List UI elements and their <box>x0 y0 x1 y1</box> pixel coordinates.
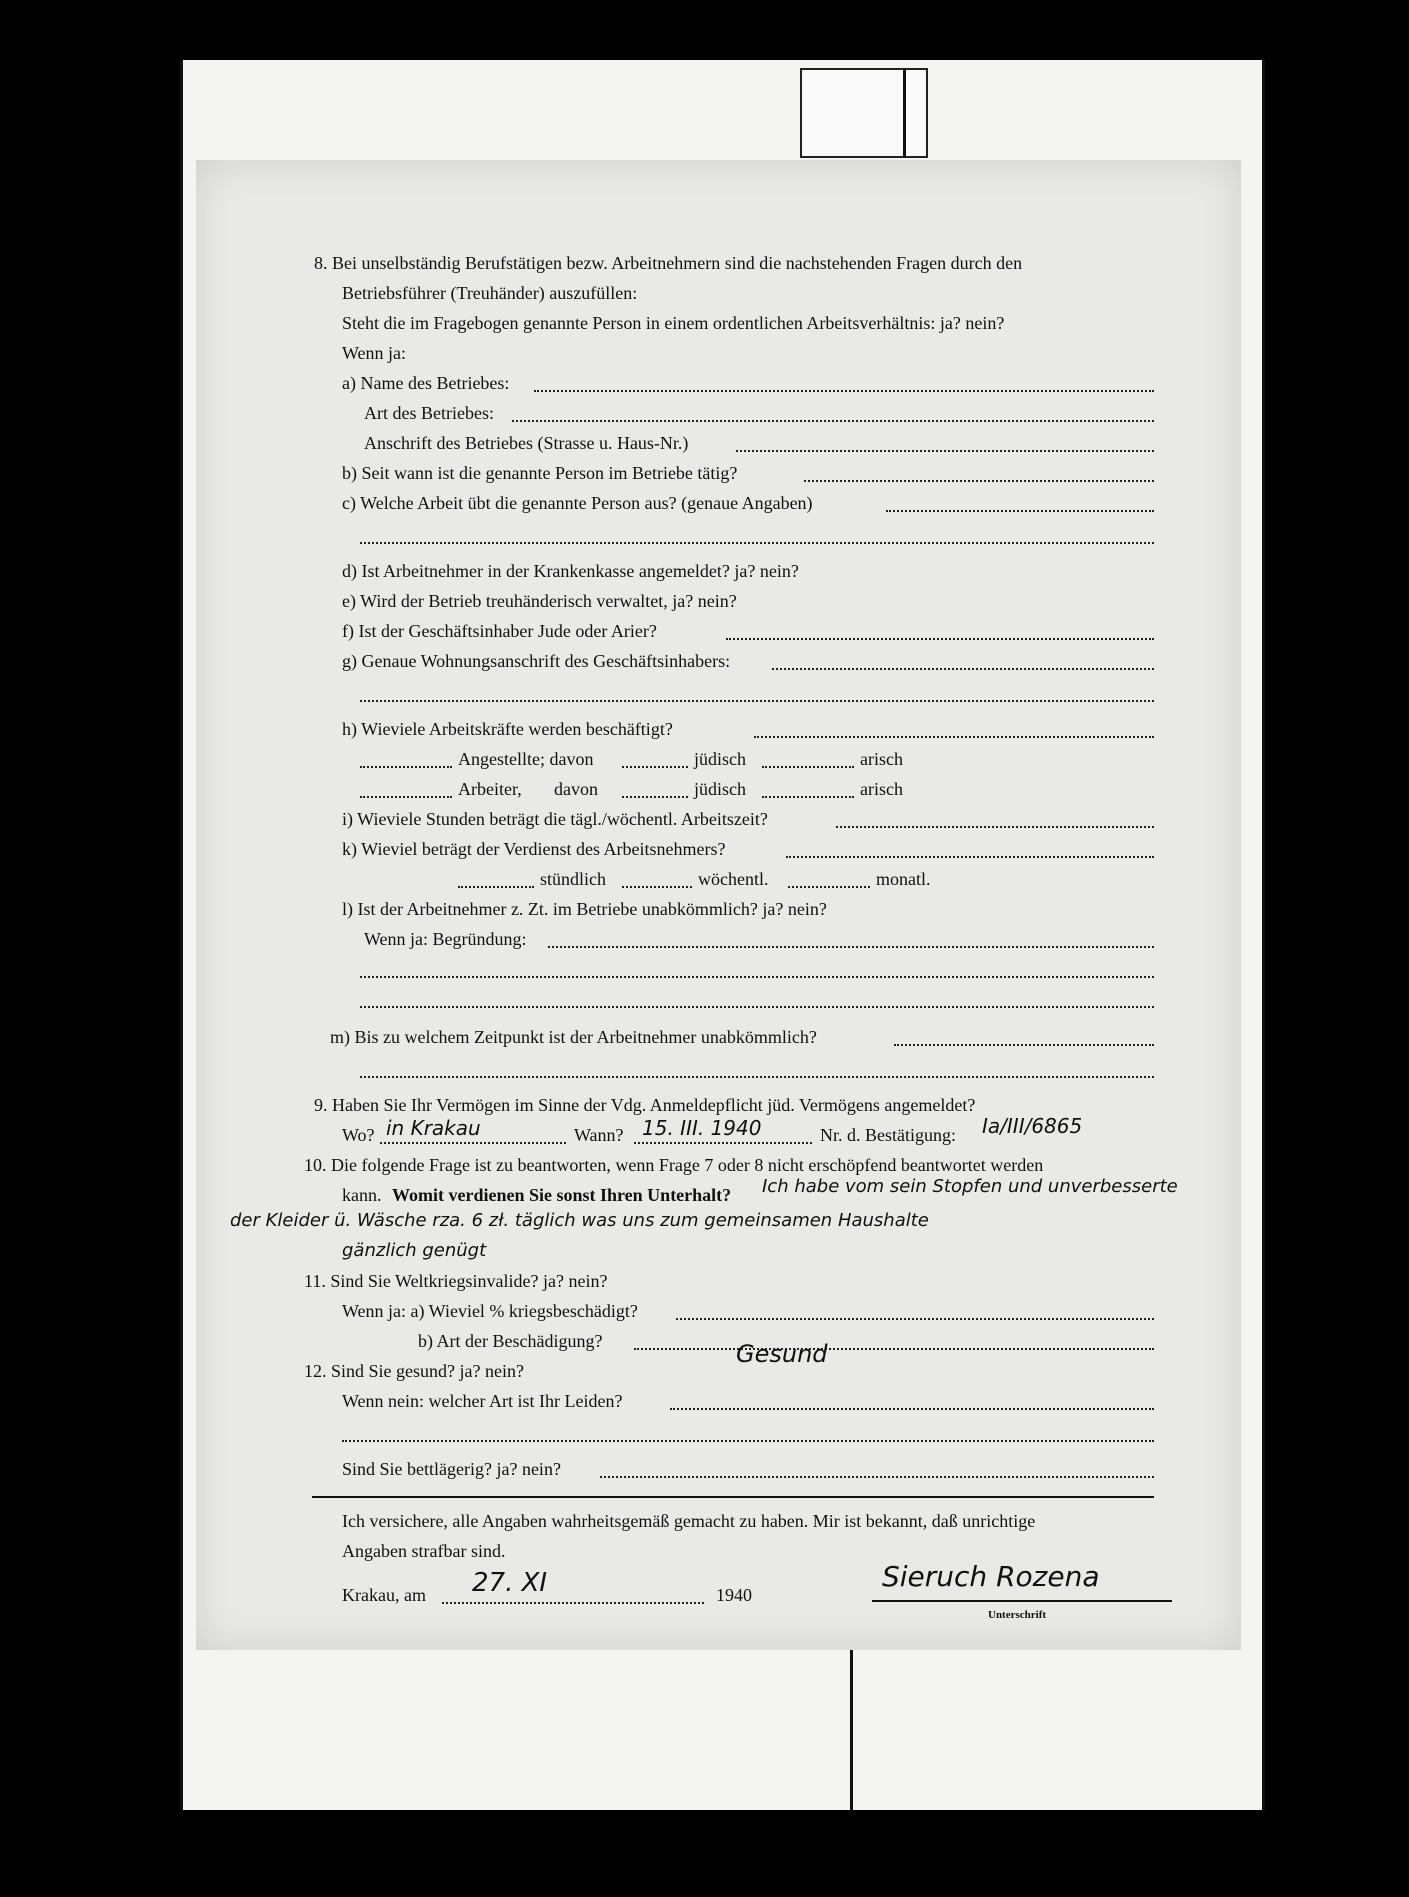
q10-kann: kann. <box>342 1185 382 1205</box>
q8-h-arbeiter: Arbeiter, <box>458 779 522 799</box>
q8-h-angestellte-field[interactable] <box>360 766 452 768</box>
closing-line1: Ich versichere, alle Angaben wahrheitsgemäß gemacht zu haben. Mir ist bekannt, daß unrichtige <box>342 1511 1036 1531</box>
q8-e-label: e) Wird der Betrieb treuhänderisch verwaltet, ja? nein? <box>342 591 737 611</box>
q8-l-wenn: Wenn ja: Begründung: <box>364 929 527 949</box>
q8-b-field[interactable] <box>804 480 1154 482</box>
q12-bett-label: Sind Sie bettlägerig? ja? nein? <box>342 1459 561 1479</box>
q8-a3-field[interactable] <box>736 450 1154 452</box>
q8-a2-field[interactable] <box>512 420 1154 422</box>
q11-b-label: b) Art der Beschädigung? <box>418 1331 603 1351</box>
q8-l-field-3[interactable] <box>360 1006 1154 1008</box>
q8-h-davon: davon <box>554 779 598 799</box>
q8-h-angestellte: Angestellte; davon <box>458 749 594 769</box>
q9-wann-field[interactable] <box>634 1142 812 1144</box>
closing-divider <box>312 1496 1154 1498</box>
q11-b-field[interactable] <box>634 1348 1154 1350</box>
q8-l-field[interactable] <box>548 946 1154 948</box>
q11-a-field[interactable] <box>676 1318 1154 1320</box>
q10-question: Womit verdienen Sie sonst Ihren Unterhalt? <box>392 1185 732 1205</box>
q8-line1: 8. Bei unselbständig Berufstätigen bezw. Arbeitnehmern sind die nachstehenden Fragen durch den <box>314 253 1023 273</box>
q12-wenn-field[interactable] <box>670 1408 1154 1410</box>
q8-b-label: b) Seit wann ist die genannte Person im Betriebe tätig? <box>342 463 738 483</box>
q8-f-field[interactable] <box>726 638 1154 640</box>
q8-c-label: c) Welche Arbeit übt die genannte Person aus? (genaue Angaben) <box>342 493 813 513</box>
q8-a1-label: a) Name des Betriebes: <box>342 373 510 393</box>
closing-signature: Sieruch Rozena <box>882 1560 1100 1593</box>
q8-a1-field[interactable] <box>534 390 1154 392</box>
q8-k-monatl-field[interactable] <box>788 886 870 888</box>
q9-wo-label: Wo? <box>342 1125 375 1145</box>
q8-d-label: d) Ist Arbeitnehmer in der Krankenkasse angemeldet? ja? nein? <box>342 561 799 581</box>
q9-wann-answer: 15. III. 1940 <box>642 1116 762 1140</box>
q8-h-arbeiter-field[interactable] <box>360 796 452 798</box>
q8-l-label: l) Ist der Arbeitnehmer z. Zt. im Betriebe unabkömmlich? ja? nein? <box>342 899 827 919</box>
q9-wann-label: Wann? <box>574 1125 624 1145</box>
q12-line1: 12. Sind Sie gesund? ja? nein? <box>304 1361 524 1381</box>
closing-date-field[interactable] <box>442 1602 704 1604</box>
q8-m-field[interactable] <box>894 1044 1154 1046</box>
q8-k-monatl: monatl. <box>876 869 931 889</box>
q8-i-field[interactable] <box>836 826 1154 828</box>
q8-k-label: k) Wieviel beträgt der Verdienst des Arbeitsnehmers? <box>342 839 726 859</box>
q8-k-stuendlich-field[interactable] <box>458 886 534 888</box>
q8-k-woechentl-field[interactable] <box>622 886 692 888</box>
q8-h-juedisch1: jüdisch <box>694 749 746 769</box>
q8-f-label: f) Ist der Geschäftsinhaber Jude oder Arier? <box>342 621 657 641</box>
border-right <box>1262 60 1265 1810</box>
q8-c-field-2[interactable] <box>360 542 1154 544</box>
tab-divider <box>903 68 906 158</box>
q10-answer-line1: Ich habe vom sein Stopfen und unverbesserte <box>762 1176 1178 1197</box>
q12-wenn-field-2[interactable] <box>342 1440 1154 1442</box>
q8-h-label: h) Wieviele Arbeitskräfte werden beschäftigt? <box>342 719 673 739</box>
q12-wenn-label: Wenn nein: welcher Art ist Ihr Leiden? <box>342 1391 623 1411</box>
q8-a2-label: Art des Betriebes: <box>364 403 494 423</box>
q8-k-field[interactable] <box>786 856 1154 858</box>
q10-line1: 10. Die folgende Frage ist zu beantworten, wenn Frage 7 oder 8 nicht erschöpfend beantwortet werden <box>304 1155 1044 1175</box>
q8-g-field[interactable] <box>772 668 1154 670</box>
file-tab <box>800 68 928 158</box>
q8-g-field-2[interactable] <box>360 700 1154 702</box>
q8-l-field-2[interactable] <box>360 976 1154 978</box>
q8-h-field[interactable] <box>754 736 1154 738</box>
q8-h-arisch2-field[interactable] <box>762 796 854 798</box>
q8-line4: Wenn ja: <box>342 343 407 363</box>
q11-line1: 11. Sind Sie Weltkriegsinvalide? ja? nein? <box>304 1271 608 1291</box>
q8-h-juedisch1-field[interactable] <box>622 766 688 768</box>
q8-k-stuendlich: stündlich <box>540 869 606 889</box>
q8-h-juedisch2: jüdisch <box>694 779 746 799</box>
bottom-line <box>850 1650 853 1810</box>
q8-c-field[interactable] <box>886 510 1154 512</box>
q8-h-juedisch2-field[interactable] <box>622 796 688 798</box>
q8-h-arisch1-field[interactable] <box>762 766 854 768</box>
q10-answer-line2: der Kleider ü. Wäsche rza. 6 zł. täglich was uns zum gemeinsamen Haushalte <box>230 1210 929 1231</box>
signature-label: Unterschrift <box>988 1609 1047 1621</box>
signature-line <box>872 1600 1172 1602</box>
closing-place: Krakau, am <box>342 1585 426 1605</box>
q9-wo-answer: in Krakau <box>386 1116 481 1140</box>
border-left <box>180 60 183 1810</box>
q9-wo-field[interactable] <box>380 1142 566 1144</box>
closing-line2: Angaben strafbar sind. <box>342 1541 506 1561</box>
q9-line1: 9. Haben Sie Ihr Vermögen im Sinne der Vdg. Anmeldepflicht jüd. Vermögens angemeldet? <box>314 1095 976 1115</box>
q8-m-field-2[interactable] <box>360 1076 1154 1078</box>
q8-g-label: g) Genaue Wohnungsanschrift des Geschäftsinhabers: <box>342 651 731 671</box>
closing-year: 1940 <box>716 1585 752 1605</box>
q8-m-label: m) Bis zu welchem Zeitpunkt ist der Arbeitnehmer unabkömmlich? <box>330 1027 817 1047</box>
q8-h-arisch1: arisch <box>860 749 903 769</box>
q11-a-label: Wenn ja: a) Wieviel % kriegsbeschädigt? <box>342 1301 638 1321</box>
q8-a3-label: Anschrift des Betriebes (Strasse u. Haus-Nr.) <box>364 433 689 453</box>
q8-h-arisch2: arisch <box>860 779 903 799</box>
q8-i-label: i) Wieviele Stunden beträgt die tägl./wöchentl. Arbeitszeit? <box>342 809 768 829</box>
q9-nr-label: Nr. d. Bestätigung: <box>820 1125 956 1145</box>
q8-line2: Betriebsführer (Treuhänder) auszufüllen: <box>342 283 638 303</box>
closing-date-answer: 27. XI <box>472 1568 548 1598</box>
q9-nr-answer: Ia/III/6865 <box>982 1114 1083 1138</box>
q10-answer-line3: gänzlich genügt <box>342 1240 487 1261</box>
form-page <box>196 160 1241 1650</box>
q8-line3: Steht die im Fragebogen genannte Person in einem ordentlichen Arbeitsverhältnis: ja? nein? <box>342 313 1005 333</box>
q8-k-woechentl: wöchentl. <box>698 869 769 889</box>
q12-answer: Gesund <box>736 1340 828 1368</box>
q12-bett-field[interactable] <box>600 1476 1154 1478</box>
